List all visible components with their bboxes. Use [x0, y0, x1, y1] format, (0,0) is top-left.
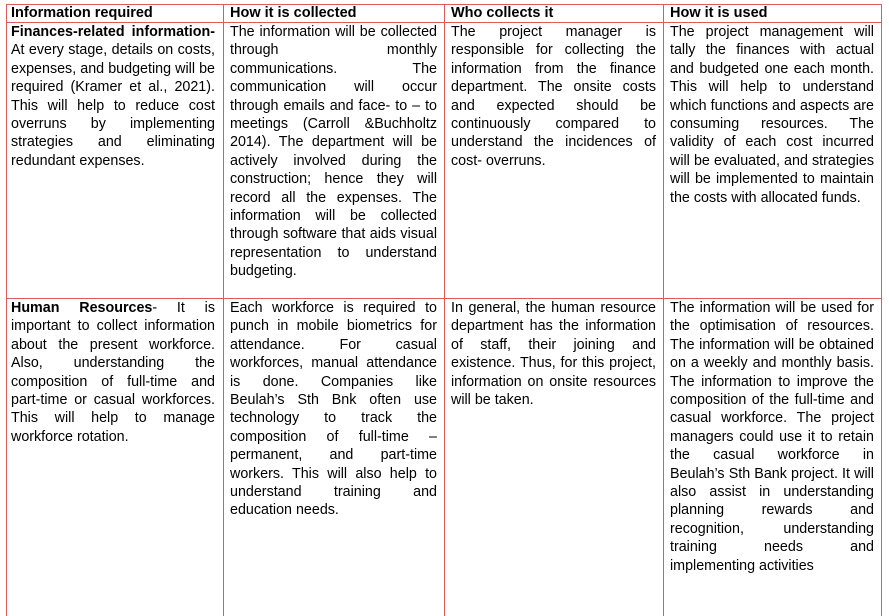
column-header-information-required: Information required	[11, 5, 153, 21]
row2-how-collected: Each workforce is required to punch in mobile biometrics for attendance. For casual workforces, manual attendance is done. Companies like Beulah’s Sth Bnk often use technology to track the composition of full-time – permanent, and part-time workers. This will also help to understand training and education needs.	[230, 300, 437, 519]
table-border-left	[6, 4, 7, 616]
row2-who-collects: In general, the human resource department has the information of staff, their joining and existence. Thus, for this project, information on onsite resources will be taken.	[451, 300, 656, 409]
row2-info-text: - It is important to collect information about the present workforce. Also, understanding the composition of full-time and part-time or casual workforces. This will help to manage workforce rotation.	[11, 300, 215, 445]
column-divider-2	[444, 4, 445, 616]
row2-how-used: The information will be used for the optimisation of resources. The information will be obtained on a weekly and monthly basis. The information to improve the composition of the full-time and casual workforce. The project managers could use it to retain the casual workforce in Beulah’s Sth Bank project. It will also assist in understanding planning rewards and recognition, understanding training needs and implementing activities	[670, 300, 874, 574]
column-divider-3	[663, 4, 664, 616]
row2-info-title: Human Resources	[11, 300, 153, 316]
column-header-how-collected: How it is collected	[230, 5, 357, 21]
table-border-right	[881, 4, 882, 616]
column-divider-1	[223, 4, 224, 616]
column-header-who-collects: Who collects it	[451, 5, 554, 21]
row1-who-collects: The project manager is responsible for collecting the information from the finance department. The onsite costs and expected should be continuously compared to understand the incidences of cost- overruns.	[451, 24, 656, 169]
row1-how-used: The project management will tally the finances with actual and budgeted one each month. This will help to understand which functions and aspects are consuming resources. The validity of each cost incurred will be evaluated, and strategies will be implemented to maintain the costs with allocated funds.	[670, 24, 874, 206]
row2-information-required	[11, 299, 215, 615]
row1-info-text: At every stage, details on costs, expenses, and budgeting will be required (Kramer et al., 2021). This will help to reduce cost overruns by implementing strategies and eliminating redundant expenses.	[11, 42, 215, 169]
row1-how-collected: The information will be collected through monthly communications. The communication will occur through emails and face- to – to meetings (Carroll &Buchholtz 2014). The department will be actively involved during the construction; hence they will record all the expenses. The information will be collected through software that aids visual representation to understand budgeting.	[230, 24, 437, 280]
column-header-how-used: How it is used	[670, 5, 768, 21]
row1-information-required	[11, 23, 215, 297]
row1-info-title: Finances-related information-	[11, 24, 215, 40]
